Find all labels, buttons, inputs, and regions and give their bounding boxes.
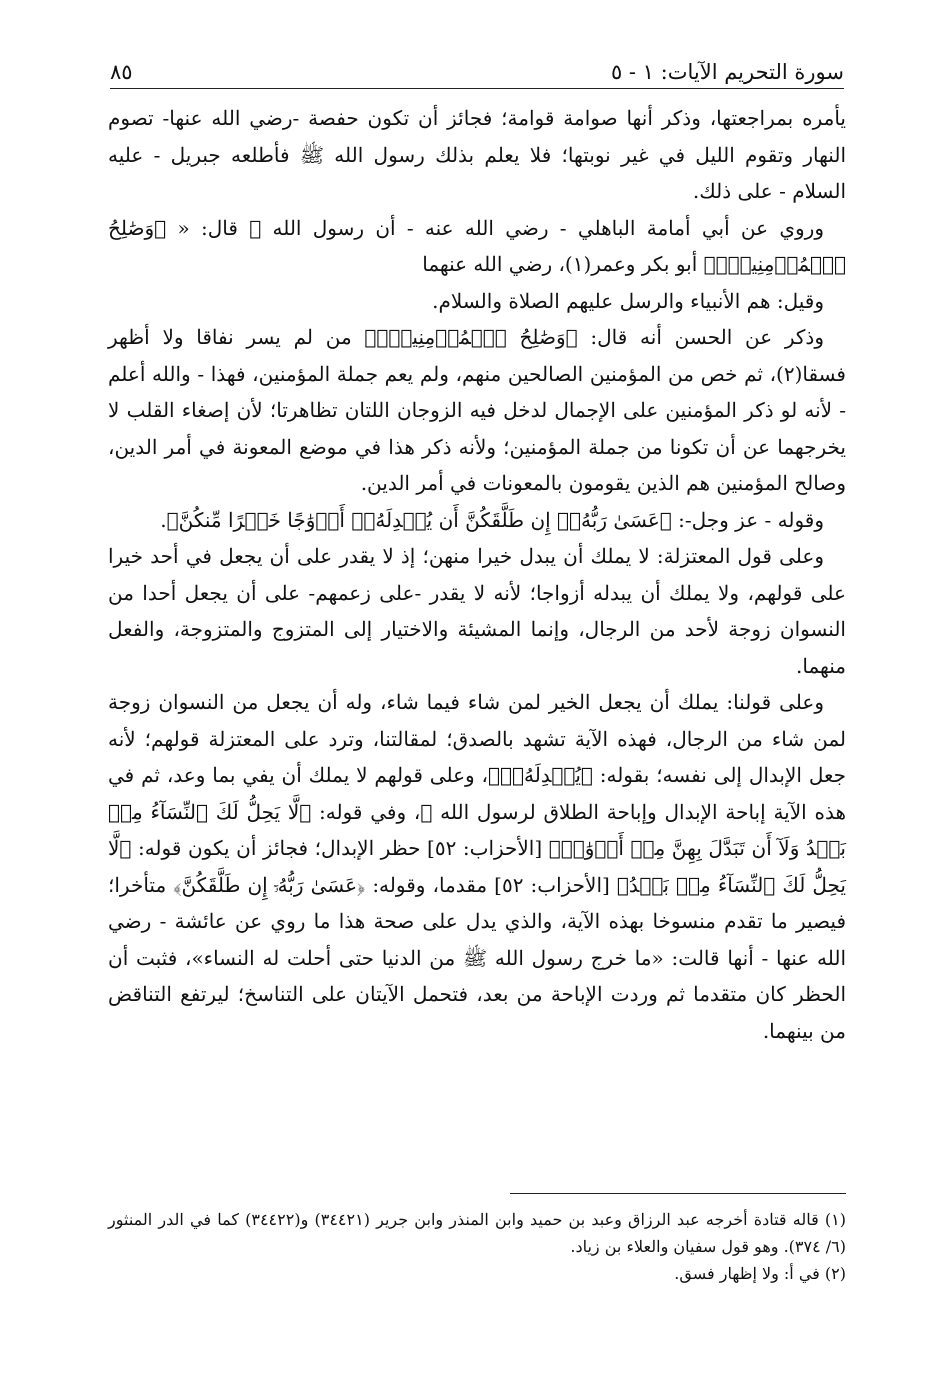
footnotes [108,1206,846,1287]
running-header [110,44,844,84]
paragraph: وذكر عن الحسن أنه قال: ﴿وَصَٰلِحُ ٱلۡمُؤۡمِنِينَۖ﴾ من لم يسر نفاقا ولا أظهر فسقا(٢)، ثم خص من المؤمنين الصالحين منهم، ولم يعم جملة المؤمنين، فهذا - والله أعلم - لأنه لو ذكر المؤمنين على الإجمال لدخل فيه الزوجان اللتان تظاهرتا؛ لأن إصغاء القلب لا يخرجهما عن أن تكونا من جملة المؤمنين؛ ولأنه ذكر هذا في موضع المعونة في أمر الدين، وصالح المؤمنين هم الذين يقومون بالمعونات في أمر الدين. [108,325,846,495]
surah-title: سورة التحريم الآيات: ١ - ٥ [610,60,844,84]
paragraph: وعلى قول المعتزلة: لا يملك أن يبدل خيرا منهن؛ إذ لا يقدر على أن يجعل في أحد خيرا على قولهم، ولا يملك أن يبدله أزواجا؛ لأنه لا يقدر -على زعمهم- على أن يجعل أحدا من النسوان زوجة لأحد من الرجال، وإنما المشيئة والاختيار إلى المتزوج والمتزوجة، والفعل منهما. [108,544,846,678]
paragraph: يأمره بمراجعتها، وذكر أنها صوامة قوامة؛ فجائز أن تكون حفصة -رضي الله عنها- تصوم النهار وتقوم الليل في غير نوبتها؛ فلا يعلم بذلك رسول الله ﷺ فأطلعه جبريل - عليه السلام - على ذلك. [108,106,846,203]
footnote: (٢) في أ: ولا إظهار فسق. [674,1264,846,1283]
paragraph: وروي عن أبي أمامة الباهلي - رضي الله عنه - أن رسول الله ﷺ قال: « ﴿وَصَٰلِحُ ٱلۡمُؤۡمِنِينَۖ﴾ أبو بكر وعمر(١)، رضي الله عنهما [108,215,846,276]
footnote-divider [510,1193,846,1194]
page-number: ٨٥ [110,60,133,84]
paragraph: وقيل: هم الأنبياء والرسل عليهم الصلاة والسلام. [432,288,824,313]
footnote: (١) قاله قتادة أخرجه عبد الرزاق وعبد بن حميد وابن المنذر وابن جرير (٣٤٤٢١) و(٣٤٤٢٢) كما في الدر المنثور (٦/ ٣٧٤). وهو قول سفيان والعلاء بن زياد. [108,1210,846,1256]
main-text [108,100,846,1049]
paragraph: وعلى قولنا: يملك أن يجعل الخير لمن شاء فيما شاء، وله أن يجعل من النسوان زوجة لمن شاء من الرجال، فهذه الآية تشهد بالصدق؛ لمقالتنا، وترد على المعتزلة قولهم؛ لأنه جعل الإبدال إلى نفسه؛ بقوله: ﴿يُبۡدِلَهُۥٓ﴾، وعلى قولهم لا يملك أن يفي بما وعد، ثم في هذه الآية إباحة الإبدال وإباحة الطلاق لرسول الله ﷺ، وفي قوله: ﴿لَّا يَحِلُّ لَكَ ٱلنِّسَآءُ مِنۢ بَعۡدُ وَلَآ أَن تَبَدَّلَ بِهِنَّ مِنۡ أَزۡوَٰجٖ﴾ [الأحزاب: ٥٢] حظر الإبدال؛ فجائز أن يكون قوله: ﴿لَّا يَحِلُّ لَكَ ٱلنِّسَآءُ مِنۢ بَعۡدُ﴾ [الأحزاب: ٥٢] مقدما، وقوله: ﴿عَسَىٰ رَبُّهُۥٓ إِن طَلَّقَكُنَّ﴾ متأخرا؛ فيصير ما تقدم منسوخا بهذه الآية، والذي يدل على صحة هذا ما روي عن عائشة - رضي الله عنها - أنها قالت: «ما خرج رسول الله ﷺ من الدنيا حتى أحلت له النساء»، فثبت أن الحظر كان متقدما ثم وردت الإباحة من بعد، فتحمل الآيتان على التناسخ؛ ليرتفع التناقض من بينهما. [108,690,846,1043]
paragraph: وقوله - عز وجل-: ﴿عَسَىٰ رَبُّهُۥٓ إِن طَلَّقَكُنَّ أَن يُبۡدِلَهُۥٓ أَزۡوَٰجًا خَيۡرًا مِّنكُنَّ﴾. [160,507,824,532]
header-divider [110,88,844,89]
